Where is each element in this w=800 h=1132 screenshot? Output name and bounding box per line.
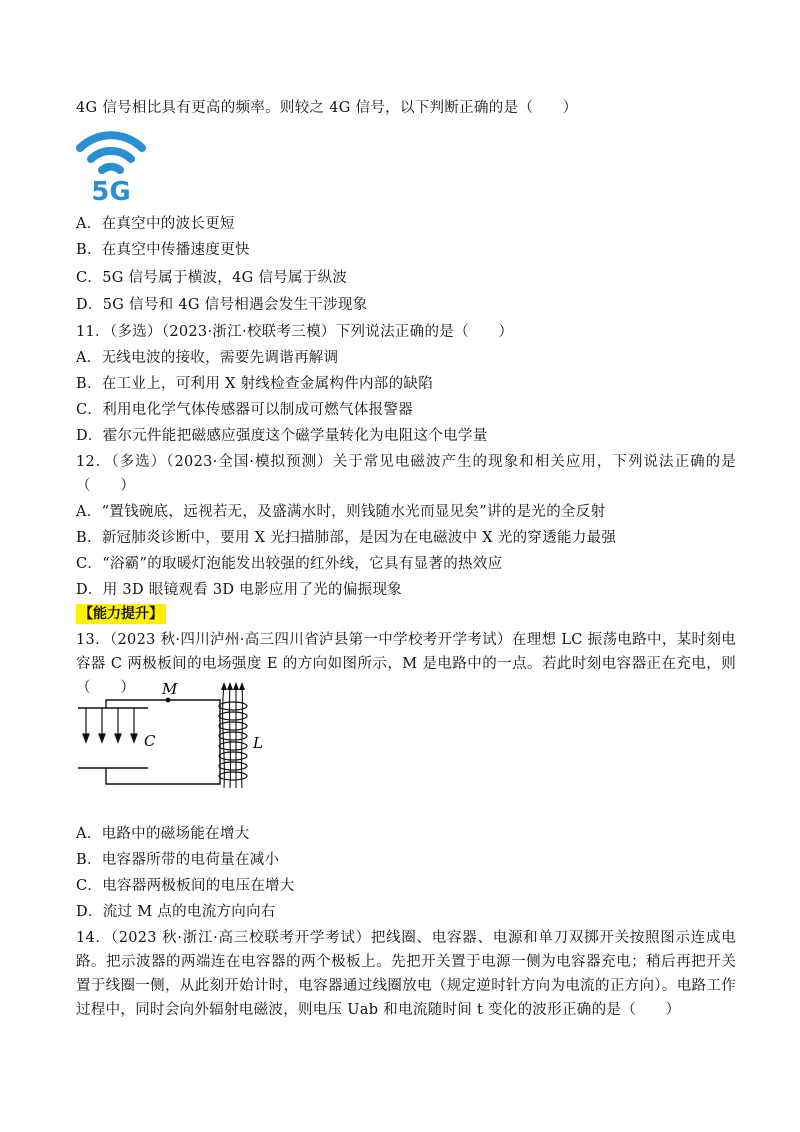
q11-option-d: D．霍尔元件能把磁感应强度这个磁学量转化为电阻这个电学量	[76, 428, 488, 444]
q10-option-c: C．5G 信号属于横波，4G 信号属于纵波	[76, 270, 348, 286]
capacitor-label: C	[144, 732, 156, 750]
point-m-label: M	[162, 682, 178, 698]
q12-stem: 12．（多选）（2023·全国·模拟预测）关于常见电磁波产生的现象和相关应用，下列说法正确的是（ ）	[76, 454, 736, 494]
q12-option-a: A．“置钱碗底，远视若无，及盛满水时，则钱随水光而显见矣”讲的是光的全反射	[76, 504, 606, 520]
q10-option-b: B．在真空中传播速度更快	[76, 242, 250, 258]
q11-stem: 11．（多选）（2023·浙江·校联考三模）下列说法正确的是（ ）	[76, 324, 514, 340]
q12-option-c: C．“浴霸”的取暖灯泡能发出较强的红外线，它具有显著的热效应	[76, 556, 503, 572]
magnetic-field-arrowheads	[221, 682, 245, 690]
point-m-dot	[166, 698, 171, 703]
q14-stem: 14．（2023 秋·浙江·高三校联考开学考试）把线圈、电容器、电源和单刀双掷开关按照图示连成电路。把示波器的两端连在电容器的两个极板上。先把开关置于电源一侧为电容器充电；稍后再把开关置于线圈一侧，从此刻开始计时，电容器通过线圈放电（规定逆时针方向为电流的正方向）。电路工作过程中，同时会向外辐射电磁波，则电压 Uab 和电流随时间 t 变化的波形正确的是（ ）	[76, 930, 736, 1018]
section-label-ability: 【能力提升】	[76, 604, 166, 624]
q10-option-d: D．5G 信号和 4G 信号相遇会发生干涉现象	[76, 297, 368, 313]
q13-stem: 13．（2023 秋·四川泸州·高三四川省泸县第一中学校考开学考试）在理想 LC 振荡电路中，某时刻电容器 C 两极板间的电场强度 E 的方向如图所示，M 是电路中的一点。若此时刻电容器正在充电，则（ ）	[76, 632, 736, 696]
lc-circuit-diagram	[70, 682, 270, 792]
wifi-5g-icon	[76, 120, 146, 204]
q13-option-b: B．电容器所带的电荷量在减小	[76, 852, 280, 868]
q11-option-b: B．在工业上，可利用 X 射线检查金属构件内部的缺陷	[76, 376, 433, 392]
q13-option-d: D．流过 M 点的电流方向向右	[76, 904, 276, 920]
q11-option-a: A．无线电波的接收，需要先调谐再解调	[76, 350, 339, 366]
q12-option-d: D．用 3D 眼镜观看 3D 电影应用了光的偏振现象	[76, 582, 403, 598]
q11-option-c: C．利用电化学气体传感器可以制成可燃气体报警器	[76, 402, 413, 418]
electric-field-arrows	[83, 708, 137, 742]
q13-option-c: C．电容器两极板间的电压在增大	[76, 878, 295, 894]
q12-option-b: B．新冠肺炎诊断中，要用 X 光扫描肺部，是因为在电磁波中 X 光的穿透能力最强	[76, 530, 617, 546]
q13-option-a: A．电路中的磁场能在增大	[76, 826, 250, 842]
icon-5g-label: 5G	[91, 177, 131, 204]
q10-option-a: A．在真空中的波长更短	[76, 216, 235, 232]
q10-stem: 4G 信号相比具有更高的频率。则较之 4G 信号，以下判断正确的是（ ）	[76, 100, 578, 116]
inductor-label: L	[253, 734, 263, 752]
